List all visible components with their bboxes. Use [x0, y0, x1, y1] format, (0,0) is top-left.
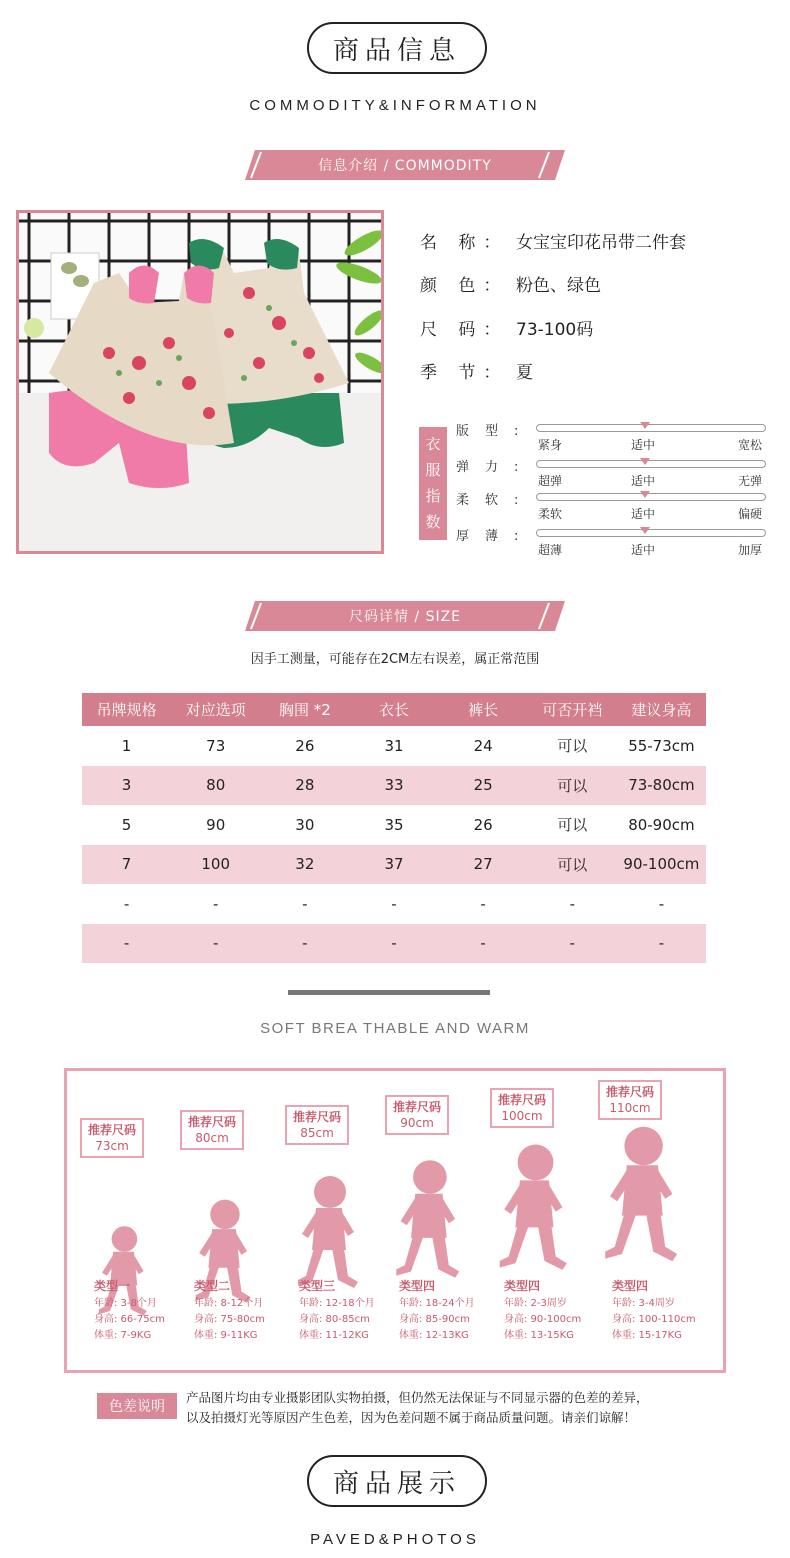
info-label: 名 称：	[420, 233, 509, 253]
section-title-product-display: 商品展示	[307, 1455, 487, 1507]
child-weight: 体重: 7-9KG	[94, 1330, 152, 1341]
child-weight: 体重: 11-12KG	[299, 1330, 369, 1341]
child-age: 年龄: 8-12个月	[194, 1298, 264, 1309]
index-option: 无弹	[738, 474, 763, 488]
child-height: 身高: 66-75cm	[94, 1314, 165, 1325]
banner-commodity-text: 信息介绍 / COMMODITY	[318, 158, 492, 174]
color-diff-line2: 以及拍摄灯光等原因产生色差，因为色差问题不属于商品质量问题。请亲们谅解！	[186, 1410, 637, 1425]
table-cell: 7	[82, 845, 171, 885]
table-cell: 37	[349, 845, 438, 885]
table-cell: -	[349, 924, 438, 964]
table-header: 对应选项	[171, 693, 260, 726]
size-tag	[490, 1088, 554, 1128]
child-type-info	[94, 1278, 165, 1344]
table-row	[82, 766, 706, 806]
info-label: 季 节：	[420, 363, 509, 383]
child-age: 年龄: 3-4周岁	[612, 1298, 675, 1309]
table-header: 吊牌规格	[82, 693, 171, 726]
table-cell: -	[82, 924, 171, 964]
child-type: 类型四	[612, 1279, 649, 1293]
table-row	[82, 845, 706, 885]
child-silhouette-icon	[390, 1156, 464, 1282]
info-value: 粉色、绿色	[516, 276, 601, 296]
index-name: 柔软:	[456, 493, 535, 508]
table-cell: -	[391, 894, 397, 913]
table-header: 可否开裆	[528, 693, 617, 726]
index-row-softness	[456, 489, 776, 519]
child-type: 类型三	[299, 1279, 336, 1293]
info-value: 73-100码	[516, 320, 594, 340]
info-row-size	[420, 315, 593, 340]
table-header: 衣长	[349, 693, 438, 726]
child-height: 身高: 75-80cm	[194, 1314, 265, 1325]
table-cell: 28	[260, 766, 349, 806]
table-cell: -	[439, 924, 528, 964]
index-marker	[640, 491, 650, 498]
child-height: 身高: 90-100cm	[504, 1314, 582, 1325]
index-option: 偏硬	[738, 507, 763, 521]
clothing-index-label: 衣服指数	[419, 427, 447, 540]
table-cell: -	[528, 924, 617, 964]
child-weight: 体重: 12-13KG	[399, 1330, 469, 1341]
table-cell: 27	[439, 845, 528, 885]
section-title-commodity-info: 商品信息	[307, 22, 487, 74]
table-cell: 可以	[528, 845, 617, 885]
child-silhouette-icon	[598, 1122, 682, 1266]
index-row-fit	[456, 420, 776, 450]
child-type: 类型四	[399, 1279, 436, 1293]
index-marker	[640, 527, 650, 534]
soft-tagline: SOFT BREA THABLE AND WARM	[260, 1020, 530, 1037]
banner-size-text: 尺码详情 / SIZE	[348, 609, 462, 625]
size-tag-value: 80cm	[195, 1131, 229, 1145]
child-age: 年龄: 3-8个月	[94, 1298, 157, 1309]
size-tag-title: 推荐尺码	[497, 1093, 546, 1107]
index-name: 版型:	[456, 424, 535, 439]
index-option: 适中	[631, 507, 656, 521]
size-tag	[598, 1080, 662, 1120]
size-tag-title: 推荐尺码	[187, 1115, 236, 1129]
table-cell: -	[658, 894, 665, 913]
size-tag-value: 110cm	[609, 1101, 651, 1115]
size-tag-title: 推荐尺码	[392, 1100, 441, 1114]
child-weight: 体重: 9-11KG	[194, 1330, 258, 1341]
index-bar	[536, 493, 766, 501]
index-row-thickness	[456, 525, 776, 555]
table-cell: 5	[121, 815, 132, 834]
child-type-info	[299, 1278, 375, 1344]
table-cell: 可以	[528, 766, 617, 806]
child-age: 年龄: 18-24个月	[399, 1298, 475, 1309]
banner-size	[245, 601, 565, 631]
color-diff-label: 色差说明	[97, 1393, 177, 1419]
table-cell: -	[171, 924, 260, 964]
table-cell: 90	[206, 815, 226, 834]
table-cell: 100	[171, 845, 260, 885]
table-cell: -	[617, 924, 706, 964]
child-type-info	[399, 1278, 475, 1344]
index-option: 适中	[631, 543, 656, 557]
index-bar	[536, 529, 766, 537]
table-cell: 26	[473, 815, 493, 834]
table-cell: 33	[349, 766, 438, 806]
info-label: 尺 码：	[420, 320, 509, 340]
table-cell: 可以	[557, 737, 588, 756]
table-cell: 3	[82, 766, 171, 806]
index-option: 紧身	[538, 438, 563, 452]
index-option: 超弹	[538, 474, 563, 488]
table-cell: 90-100cm	[617, 845, 706, 885]
table-cell: 73-80cm	[617, 766, 706, 806]
child-type: 类型二	[194, 1279, 231, 1293]
info-label: 颜 色：	[420, 276, 509, 296]
product-photo	[16, 210, 384, 554]
table-cell: 73	[206, 736, 226, 755]
size-tag	[80, 1118, 144, 1158]
child-type: 类型一	[94, 1279, 131, 1293]
divider-bar	[288, 990, 490, 995]
index-option: 适中	[631, 474, 656, 488]
table-row	[82, 805, 706, 845]
index-marker	[640, 422, 650, 429]
size-tag-value: 73cm	[95, 1139, 129, 1153]
size-tag-title: 推荐尺码	[605, 1085, 654, 1099]
child-age: 年龄: 2-3周岁	[504, 1298, 567, 1309]
child-type-info	[194, 1278, 265, 1344]
banner-commodity	[245, 150, 565, 180]
index-name: 弹力:	[456, 460, 535, 475]
size-tag-title: 推荐尺码	[292, 1110, 341, 1124]
index-option: 超薄	[538, 543, 563, 557]
index-bar	[536, 460, 766, 468]
table-header-row	[82, 693, 706, 726]
index-row-elastic	[456, 456, 776, 486]
table-header: 胸围 *2	[260, 693, 349, 726]
table-cell: 可以	[557, 816, 588, 835]
table-cell: 31	[384, 736, 404, 755]
table-cell: 80	[171, 766, 260, 806]
color-diff-line1: 产品图片均由专业摄影团队实物拍摄，但仍然无法保证与不同显示器的色差的差异，	[186, 1390, 649, 1405]
child-type-info	[612, 1278, 696, 1344]
table-row	[82, 726, 706, 766]
table-cell: 32	[260, 845, 349, 885]
size-tag-value: 90cm	[400, 1116, 434, 1130]
index-option: 宽松	[738, 438, 763, 452]
child-type: 类型四	[504, 1279, 541, 1293]
child-silhouette-icon	[292, 1172, 362, 1292]
child-type-info	[504, 1278, 581, 1344]
info-row-season	[420, 358, 533, 383]
table-header: 建议身高	[617, 693, 706, 726]
measurement-note: 因手工测量，可能存在2CM左右误差，属正常范围	[250, 652, 540, 667]
child-height: 身高: 80-85cm	[299, 1314, 370, 1325]
table-row	[82, 884, 706, 924]
child-weight: 体重: 13-15KG	[504, 1330, 574, 1341]
index-name: 厚薄:	[456, 529, 535, 544]
info-value: 女宝宝印花吊带二件套	[516, 233, 686, 253]
index-option: 适中	[631, 438, 656, 452]
size-tag-title: 推荐尺码	[87, 1123, 136, 1137]
table-row	[82, 924, 706, 964]
color-diff-text	[186, 1388, 649, 1428]
index-bar	[536, 424, 766, 432]
table-cell: 1	[121, 736, 132, 755]
child-age: 年龄: 12-18个月	[299, 1298, 375, 1309]
table-cell: -	[302, 894, 308, 913]
child-silhouette-icon	[493, 1140, 571, 1274]
section-subtitle-photos: PAVED&PHOTOS	[310, 1531, 480, 1548]
table-cell: 80-90cm	[628, 815, 695, 834]
table-cell: -	[213, 894, 219, 913]
table-cell: 30	[295, 815, 315, 834]
size-tag	[285, 1105, 349, 1145]
table-cell: 24	[473, 736, 493, 755]
table-cell: 26	[295, 736, 315, 755]
table-cell: -	[569, 894, 575, 913]
table-cell: -	[123, 894, 130, 913]
index-marker	[640, 458, 650, 465]
size-table	[82, 693, 706, 963]
table-cell: -	[480, 894, 486, 913]
child-height: 身高: 85-90cm	[399, 1314, 470, 1325]
table-cell: -	[260, 924, 349, 964]
size-tag	[180, 1110, 244, 1150]
child-weight: 体重: 15-17KG	[612, 1330, 682, 1341]
section-subtitle-commodity: COMMODITY&INFORMATION	[249, 97, 541, 114]
index-option: 柔软	[538, 507, 563, 521]
table-cell: 55-73cm	[628, 736, 695, 755]
table-cell: 25	[439, 766, 528, 806]
info-row-name	[420, 228, 686, 253]
child-height: 身高: 100-110cm	[612, 1314, 696, 1325]
size-tag-value: 100cm	[501, 1109, 543, 1123]
info-value: 夏	[516, 363, 533, 383]
size-tag	[385, 1095, 449, 1135]
index-option: 加厚	[738, 543, 763, 557]
table-header: 裤长	[439, 693, 528, 726]
table-cell: 35	[384, 815, 404, 834]
size-tag-value: 85cm	[300, 1126, 334, 1140]
info-row-color	[420, 271, 601, 296]
